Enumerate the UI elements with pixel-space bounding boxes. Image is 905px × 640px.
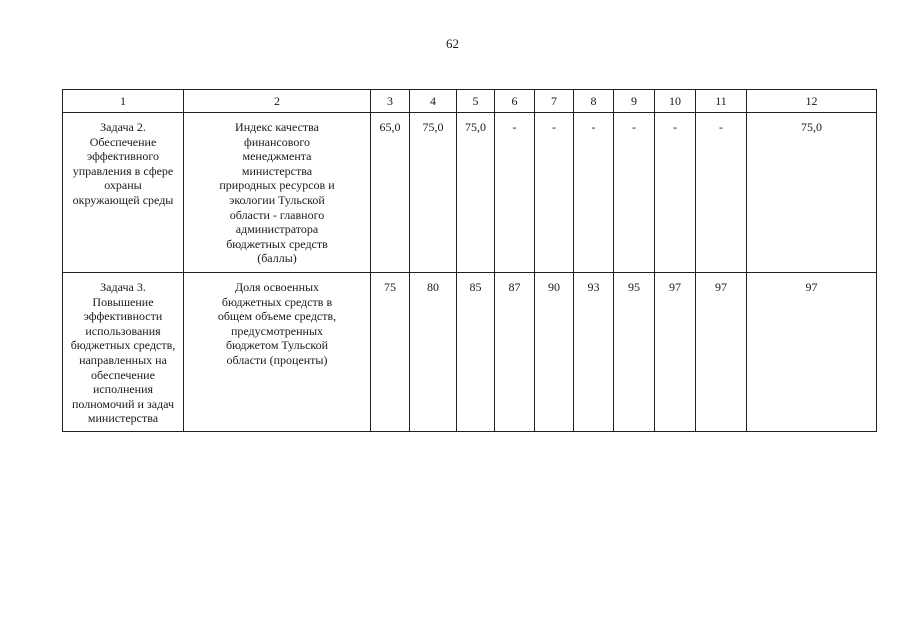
value-cell: 75,0 (747, 113, 877, 273)
column-header: 2 (184, 90, 371, 113)
value-cell: 93 (574, 273, 614, 432)
value-cell: 85 (457, 273, 495, 432)
value-cell: - (655, 113, 696, 273)
value-cell: 90 (535, 273, 574, 432)
column-header: 11 (696, 90, 747, 113)
column-header: 5 (457, 90, 495, 113)
column-header: 1 (63, 90, 184, 113)
value-cell: - (495, 113, 535, 273)
indicator-cell: Доля освоенных бюджетных средств в общем объеме средств, предусмотренных бюджетом Тульской области (проценты) (184, 273, 371, 432)
table-row (63, 273, 877, 432)
column-header: 10 (655, 90, 696, 113)
task-cell: Задача 3. Повышение эффективности использования бюджетных средств, направленных на обеспечение исполнения полномочий и задач министерства (63, 273, 184, 432)
value-cell: 75,0 (410, 113, 457, 273)
value-cell: 95 (614, 273, 655, 432)
task-cell: Задача 2. Обеспечение эффективного управления в сфере охраны окружающей среды (63, 113, 184, 273)
value-cell: - (535, 113, 574, 273)
value-cell: - (696, 113, 747, 273)
column-header: 6 (495, 90, 535, 113)
table-header-row (63, 90, 877, 113)
value-cell: 97 (747, 273, 877, 432)
column-header: 9 (614, 90, 655, 113)
column-header: 8 (574, 90, 614, 113)
column-header: 7 (535, 90, 574, 113)
indicator-cell: Индекс качества финансового менеджмента министерства природных ресурсов и экологии Тульской области - главного администратора бюджетных средств (баллы) (184, 113, 371, 273)
value-cell: 65,0 (371, 113, 410, 273)
value-cell: 97 (655, 273, 696, 432)
table-row (63, 113, 877, 273)
value-cell: 75,0 (457, 113, 495, 273)
value-cell: 87 (495, 273, 535, 432)
value-cell: - (574, 113, 614, 273)
indicators-table (62, 89, 877, 432)
value-cell: - (614, 113, 655, 273)
value-cell: 75 (371, 273, 410, 432)
column-header: 3 (371, 90, 410, 113)
column-header: 12 (747, 90, 877, 113)
page-number: 62 (446, 36, 459, 51)
value-cell: 80 (410, 273, 457, 432)
value-cell: 97 (696, 273, 747, 432)
column-header: 4 (410, 90, 457, 113)
